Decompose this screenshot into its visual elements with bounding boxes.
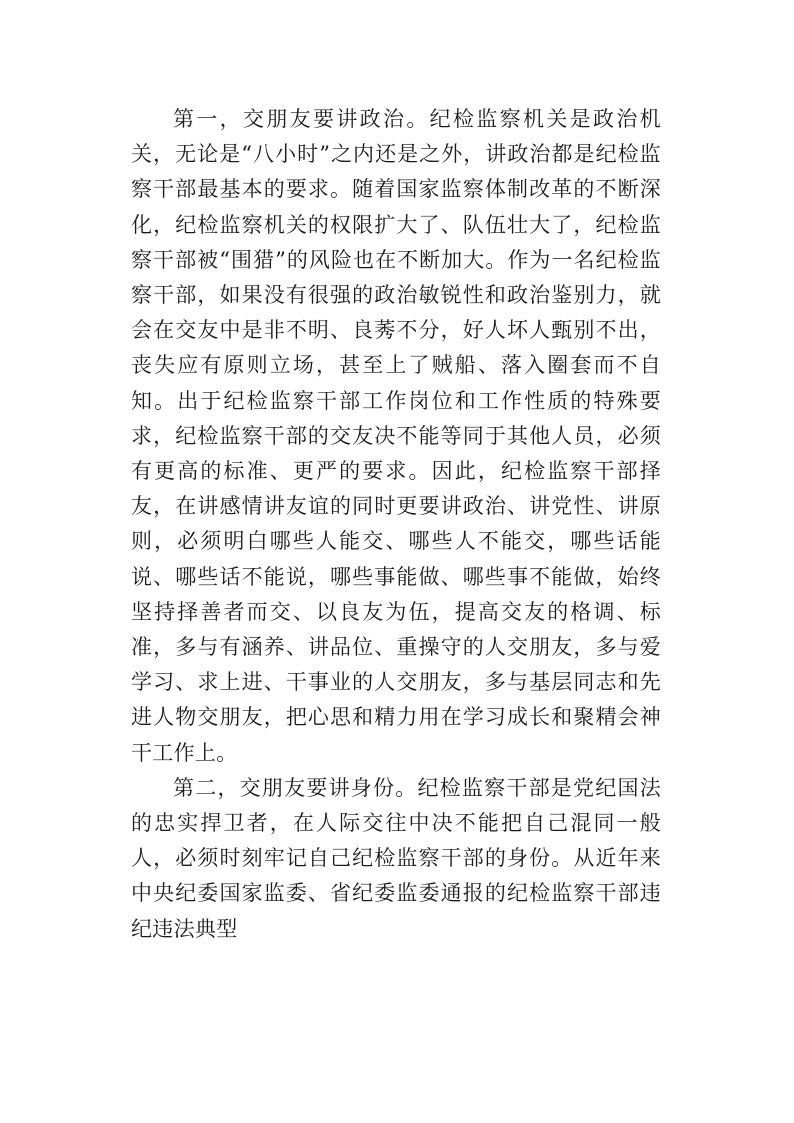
document-body — [131, 102, 661, 947]
paragraph-1: 第一，交朋友要讲政治。纪检监察机关是政治机关，无论是“八小时”之内还是之外，讲政治都是纪检监察干部最基本的要求。随着国家监察体制改革的不断深化，纪检监察机关的权限扩大了、队伍壮大了，纪检监察干部被“围猎”的风险也在不断加大。作为一名纪检监察干部，如果没有很强的政治敏锐性和政治鉴别力，就会在交友中是非不明、良莠不分，好人坏人甄别不出，丧失应有原则立场，甚至上了贼船、落入圈套而不自知。出于纪检监察干部工作岗位和工作性质的特殊要求，纪检监察干部的交友决不能等同于其他人员，必须有更高的标准、更严的要求。因此，纪检监察干部择友，在讲感情讲友谊的同时更要讲政治、讲党性、讲原则，必须明白哪些人能交、哪些人不能交，哪些话能说、哪些话不能说，哪些事能做、哪些事不能做，始终坚持择善者而交、以良友为伍，提高交友的格调、标准，多与有涵养、讲品位、重操守的人交朋友，多与爱学习、求上进、干事业的人交朋友，多与基层同志和先进人物交朋友，把心思和精力用在学习成长和聚精会神干工作上。 — [131, 107, 661, 765]
paragraph-2: 第二，交朋友要讲身份。纪检监察干部是党纪国法的忠实捍卫者，在人际交往中决不能把自己混同一般人，必须时刻牢记自己纪检监察干部的身份。从近年来中央纪委国家监委、省纪委监委通报的纪检监察干部违纪违法典型 — [131, 775, 661, 941]
